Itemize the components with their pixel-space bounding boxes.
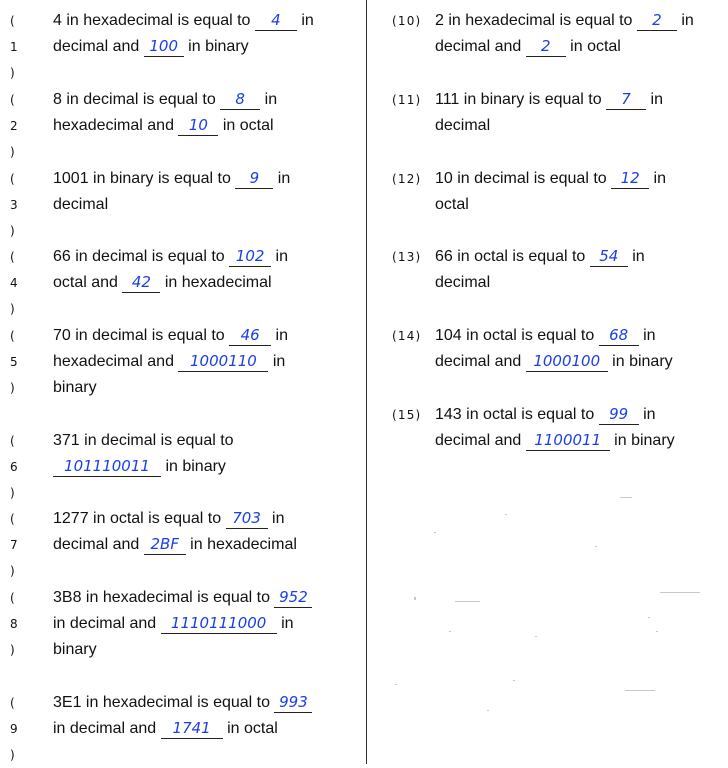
question-line bbox=[435, 428, 675, 454]
question-text-segment: in bbox=[638, 327, 656, 344]
question-line bbox=[53, 166, 290, 192]
question-number: ( 2 ) bbox=[10, 93, 19, 159]
answer-blank: 2 bbox=[637, 10, 677, 31]
answer-blank: 952 bbox=[274, 587, 312, 608]
question-text-segment: in bbox=[296, 12, 314, 29]
question-line bbox=[435, 8, 694, 34]
question-line bbox=[53, 349, 288, 375]
answer-blank: 2 bbox=[526, 36, 566, 57]
question-line bbox=[53, 506, 297, 532]
question-text-segment: in bbox=[627, 248, 645, 265]
scan-speck bbox=[487, 710, 489, 711]
question-text-segment: in binary bbox=[161, 458, 226, 475]
scan-speck bbox=[660, 592, 700, 593]
question-text-segment: 143 in octal is equal to bbox=[435, 406, 599, 423]
question-text-segment: in hexadecimal bbox=[160, 274, 272, 291]
question-line bbox=[53, 690, 312, 716]
question-text-segment: 3B8 in hexadecimal is equal to bbox=[53, 589, 275, 606]
question-line bbox=[53, 532, 297, 558]
question-text bbox=[53, 87, 277, 139]
answer-blank: 7 bbox=[606, 89, 646, 110]
question-text-segment: decimal and bbox=[53, 38, 144, 55]
question-text bbox=[435, 8, 694, 60]
question-text bbox=[435, 402, 675, 454]
question-text-segment: in bbox=[271, 248, 289, 265]
question-text-segment: 3E1 in hexadecimal is equal to bbox=[53, 694, 275, 711]
scan-speck bbox=[535, 636, 537, 637]
scan-speck bbox=[513, 680, 515, 681]
question-text bbox=[53, 244, 288, 296]
scan-speck bbox=[414, 597, 416, 600]
question-number: ( 3 ) bbox=[10, 172, 19, 238]
question-line bbox=[435, 34, 694, 60]
question-line bbox=[53, 192, 290, 218]
answer-blank: 46 bbox=[229, 325, 271, 346]
question-line bbox=[53, 585, 312, 611]
question-number: (14) bbox=[392, 329, 422, 343]
question-text-segment: in bbox=[260, 91, 278, 108]
answer-blank: 1741 bbox=[161, 718, 223, 739]
scan-speck bbox=[505, 514, 507, 515]
question-text-segment: in decimal and bbox=[53, 720, 161, 737]
question-number: ( 8 ) bbox=[10, 591, 19, 657]
question-number: (13) bbox=[392, 250, 422, 264]
question-text bbox=[53, 690, 312, 742]
question-text-segment: 8 in decimal is equal to bbox=[53, 91, 221, 108]
question-line bbox=[435, 402, 675, 428]
question-line bbox=[53, 113, 277, 139]
question-text-segment: decimal and bbox=[435, 432, 526, 449]
question-line bbox=[53, 34, 314, 60]
question-text-segment: 1001 in binary is equal to bbox=[53, 170, 236, 187]
question-text bbox=[53, 428, 234, 480]
question-text bbox=[435, 244, 645, 296]
question-text-segment: decimal and bbox=[435, 38, 526, 55]
answer-blank: 10 bbox=[178, 115, 218, 136]
question-text-segment: in bbox=[646, 91, 663, 108]
answer-blank: 12 bbox=[611, 168, 649, 189]
scan-speck bbox=[620, 497, 632, 498]
answer-blank: 42 bbox=[122, 272, 160, 293]
question-line bbox=[53, 428, 234, 454]
question-text-segment: in bbox=[676, 12, 694, 29]
question-line bbox=[53, 375, 288, 401]
question-line bbox=[53, 8, 314, 34]
question-text bbox=[435, 323, 673, 375]
question-number: ( 9 ) bbox=[10, 696, 19, 762]
question-text-segment: in bbox=[273, 170, 291, 187]
question-number: ( 1 ) bbox=[10, 14, 19, 80]
question-line bbox=[53, 716, 312, 742]
question-line bbox=[435, 270, 645, 296]
question-text-segment: in octal bbox=[222, 720, 278, 737]
question-text-segment: in octal bbox=[565, 38, 621, 55]
question-line bbox=[435, 192, 666, 218]
question-text-segment: in octal bbox=[218, 117, 274, 134]
question-text-segment: binary bbox=[53, 641, 97, 658]
answer-blank: 703 bbox=[226, 508, 268, 529]
column-divider bbox=[366, 0, 367, 764]
scan-speck bbox=[395, 684, 397, 685]
question-text-segment: in bbox=[267, 510, 285, 527]
question-number: (10) bbox=[392, 14, 422, 28]
answer-blank: 99 bbox=[599, 404, 639, 425]
question-line bbox=[435, 87, 663, 113]
scan-speck bbox=[434, 532, 436, 533]
question-text-segment: in decimal and bbox=[53, 615, 161, 632]
question-text bbox=[53, 8, 314, 60]
question-number: (12) bbox=[392, 172, 422, 186]
question-text-segment: 66 in octal is equal to bbox=[435, 248, 590, 265]
question-text-segment: 371 in decimal is equal to bbox=[53, 432, 234, 449]
question-text-segment: in hexadecimal bbox=[185, 536, 297, 553]
question-line bbox=[53, 244, 288, 270]
question-number: ( 6 ) bbox=[10, 434, 19, 500]
question-number: ( 7 ) bbox=[10, 512, 19, 578]
question-text bbox=[53, 506, 297, 558]
question-text-segment: in bbox=[271, 327, 289, 344]
question-text-segment: in binary bbox=[183, 38, 249, 55]
answer-blank: 100 bbox=[144, 36, 184, 57]
question-text-segment: in binary bbox=[609, 432, 675, 449]
answer-blank: 4 bbox=[255, 10, 297, 31]
answer-blank: 1000100 bbox=[526, 351, 608, 372]
question-text-segment: 66 in decimal is equal to bbox=[53, 248, 230, 265]
scan-speck bbox=[449, 631, 451, 632]
question-text-segment: 10 in decimal is equal to bbox=[435, 170, 612, 187]
question-line bbox=[53, 270, 288, 296]
question-text-segment: in binary bbox=[607, 353, 673, 370]
question-line bbox=[435, 323, 673, 349]
question-text bbox=[53, 323, 288, 401]
question-text bbox=[53, 585, 312, 663]
question-text-segment: in bbox=[276, 615, 294, 632]
question-text bbox=[435, 87, 663, 139]
question-line bbox=[435, 113, 663, 139]
question-text-segment: 1277 in octal is equal to bbox=[53, 510, 226, 527]
answer-blank: 68 bbox=[599, 325, 639, 346]
question-text-segment: octal bbox=[435, 196, 469, 213]
question-text-segment: decimal bbox=[435, 274, 491, 291]
question-text-segment: 4 in hexadecimal is equal to bbox=[53, 12, 255, 29]
answer-blank: 54 bbox=[590, 246, 628, 267]
question-number: ( 5 ) bbox=[10, 329, 19, 395]
scan-speck bbox=[455, 601, 480, 602]
question-text-segment: in bbox=[649, 170, 667, 187]
question-text-segment: in bbox=[268, 353, 286, 370]
question-line bbox=[53, 323, 288, 349]
question-text-segment: decimal and bbox=[435, 353, 526, 370]
question-text-segment: decimal bbox=[435, 117, 491, 134]
question-number: (11) bbox=[392, 93, 422, 107]
question-line bbox=[53, 454, 234, 480]
question-line bbox=[435, 349, 673, 375]
answer-blank: 102 bbox=[229, 246, 271, 267]
question-line bbox=[435, 166, 666, 192]
question-text-segment: 70 in decimal is equal to bbox=[53, 327, 230, 344]
question-line bbox=[435, 244, 645, 270]
question-text-segment: hexadecimal and bbox=[53, 117, 179, 134]
answer-blank: 1110111000 bbox=[161, 613, 277, 634]
answer-blank: 1000110 bbox=[178, 351, 268, 372]
question-text-segment: in bbox=[638, 406, 656, 423]
answer-blank: 1100011 bbox=[526, 430, 610, 451]
question-number: ( 4 ) bbox=[10, 250, 19, 316]
question-number: (15) bbox=[392, 408, 422, 422]
question-text-segment: decimal and bbox=[53, 536, 144, 553]
scan-speck bbox=[595, 546, 597, 547]
question-text-segment: decimal bbox=[53, 196, 109, 213]
question-text-segment: 111 in binary is equal to bbox=[435, 91, 607, 108]
question-text bbox=[435, 166, 666, 218]
question-text bbox=[53, 166, 290, 218]
question-line bbox=[53, 637, 312, 663]
answer-blank: 9 bbox=[235, 168, 273, 189]
question-text-segment: hexadecimal and bbox=[53, 353, 179, 370]
question-text-segment: octal and bbox=[53, 274, 123, 291]
scan-speck bbox=[656, 631, 658, 632]
question-text-segment: 2 in hexadecimal is equal to bbox=[435, 12, 637, 29]
question-text-segment: 104 in octal is equal to bbox=[435, 327, 599, 344]
question-text-segment: binary bbox=[53, 379, 97, 396]
scan-speck bbox=[648, 617, 650, 618]
question-line bbox=[53, 87, 277, 113]
scan-speck bbox=[625, 690, 655, 691]
answer-blank: 2BF bbox=[144, 534, 186, 555]
answer-blank: 101110011 bbox=[53, 456, 161, 477]
question-line bbox=[53, 611, 312, 637]
answer-blank: 993 bbox=[274, 692, 312, 713]
answer-blank: 8 bbox=[220, 89, 260, 110]
